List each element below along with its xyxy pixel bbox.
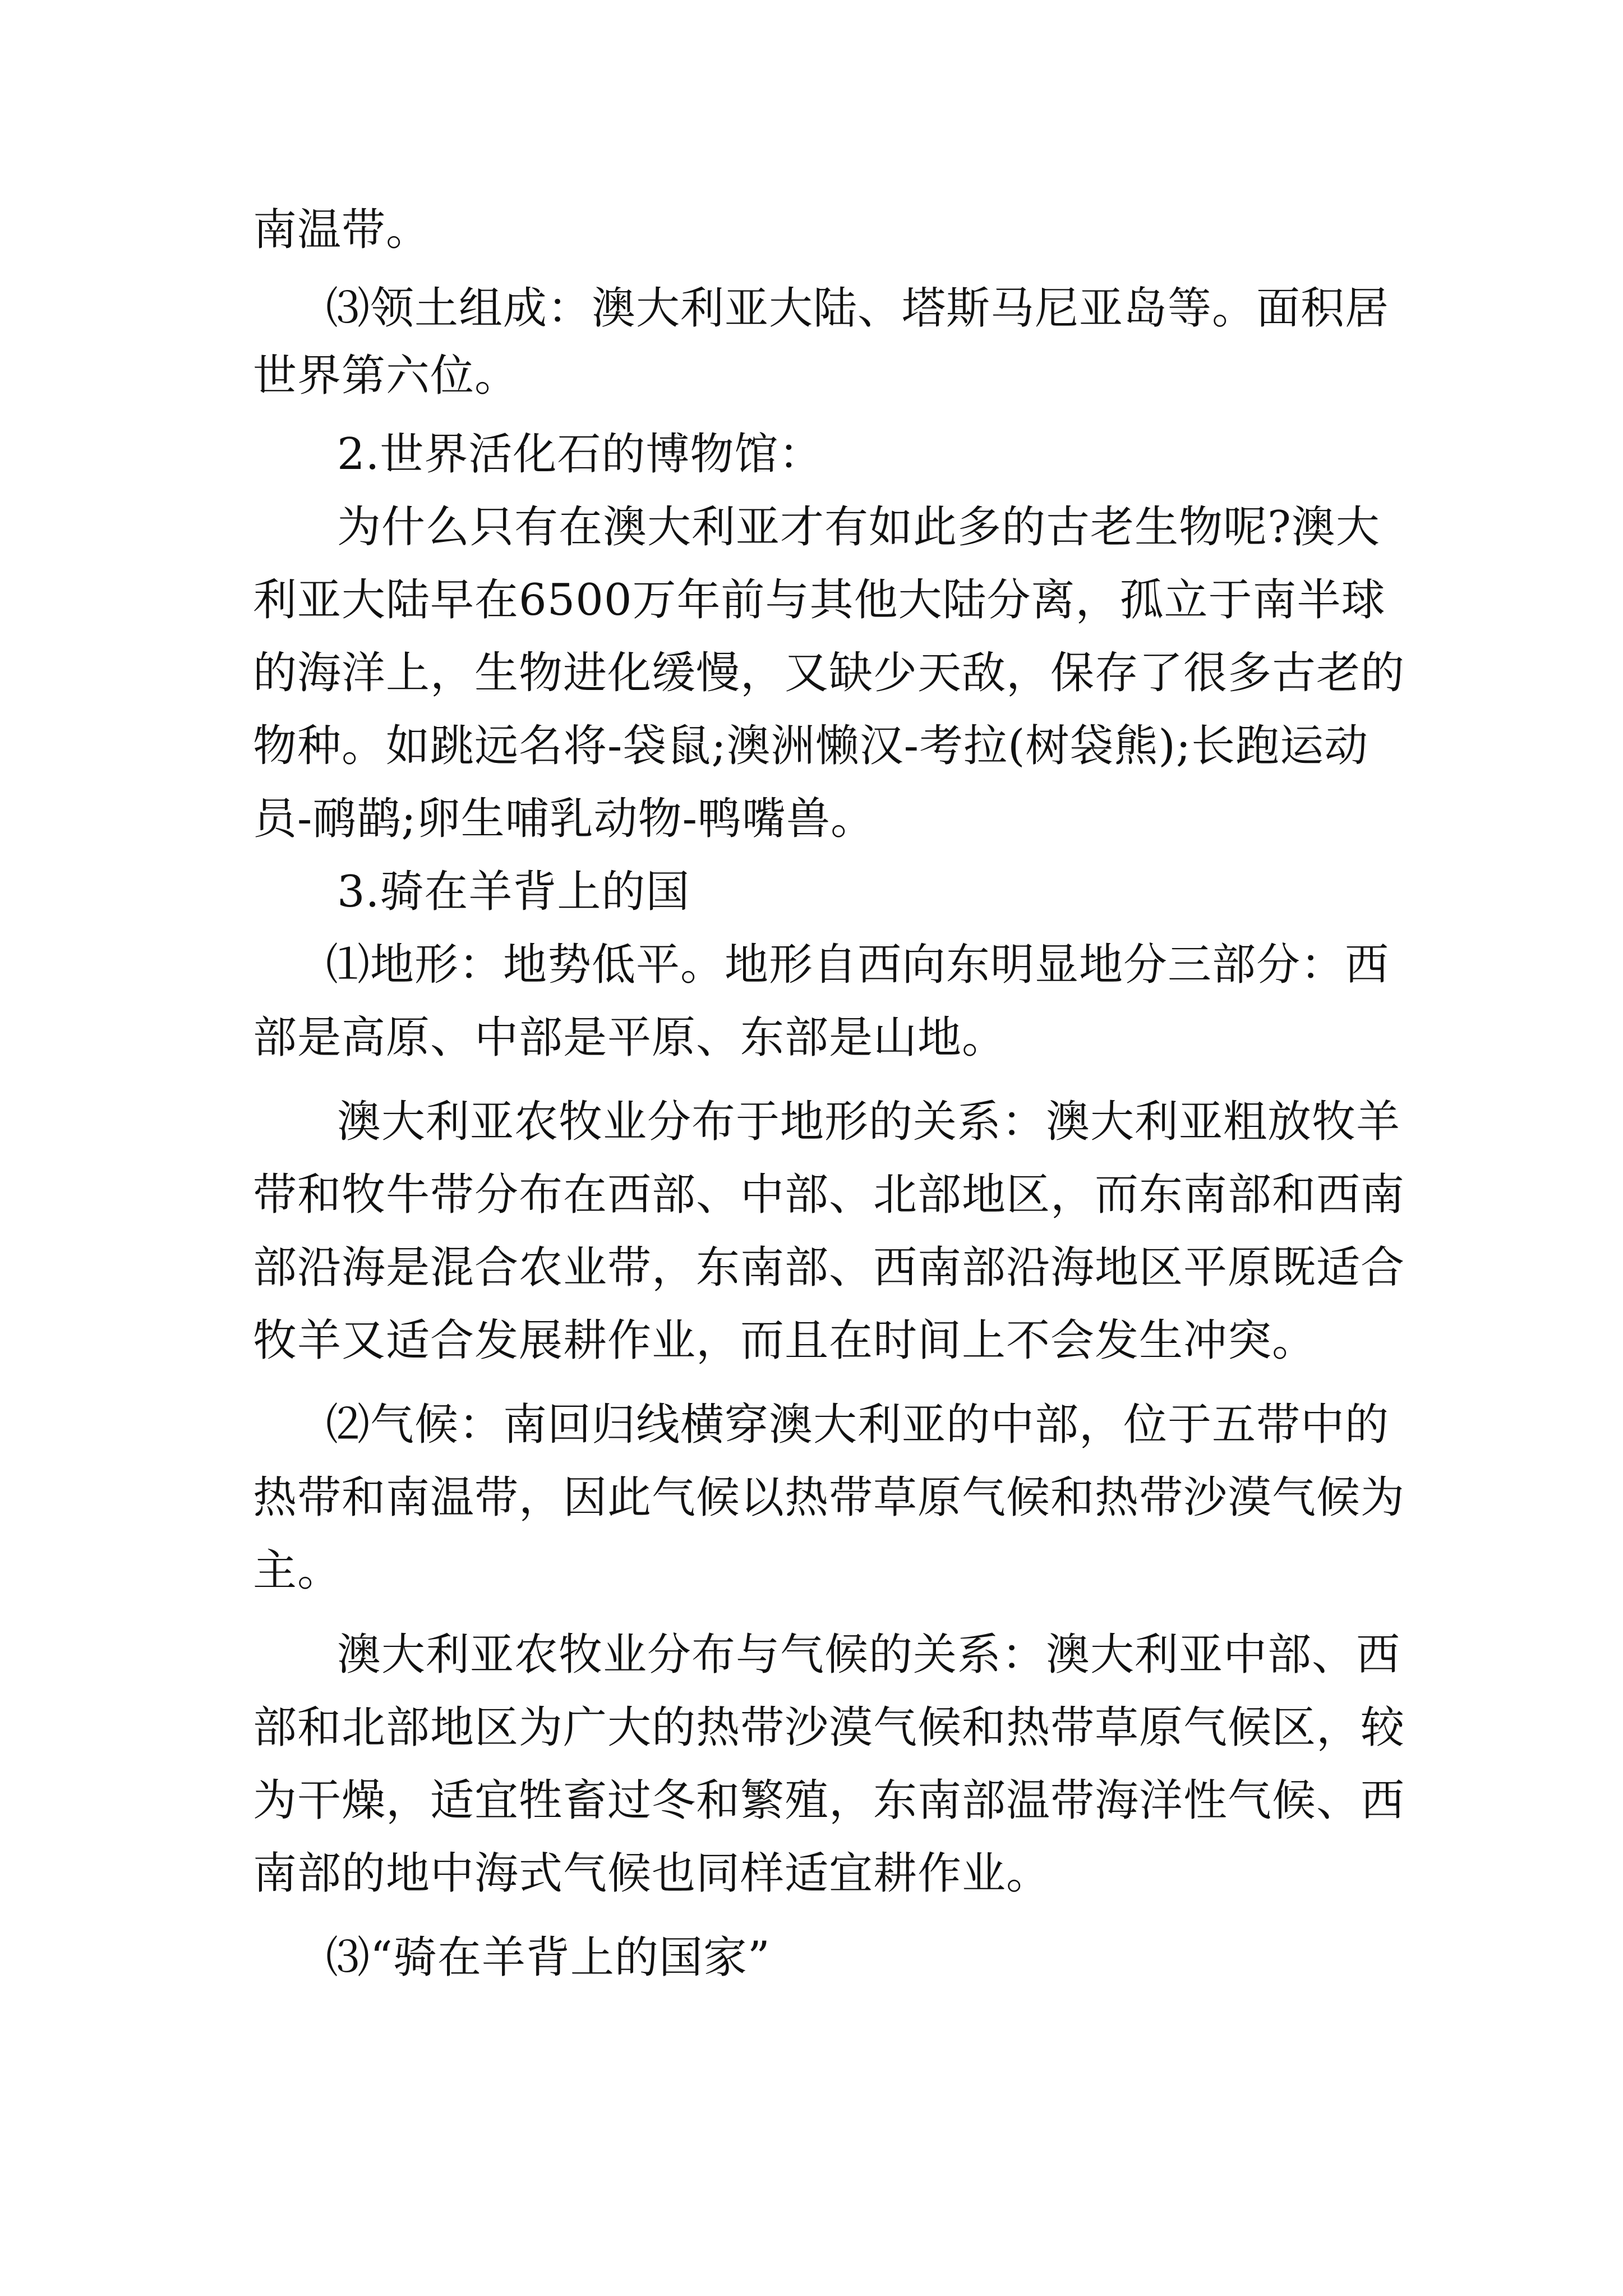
text-line: 部和北部地区为广大的热带沙漠气候和热带草原气候区，较 — [253, 1703, 1405, 1753]
text-line: 利亚大陆早在6500万年前与其他大陆分离，孤立于南半球 — [253, 575, 1386, 625]
text-line: 南部的地中海式气候也同样适宜耕作业。 — [253, 1848, 1051, 1899]
text-line: 牧羊又适合发展耕作业，而且在时间上不会发生冲突。 — [253, 1315, 1317, 1366]
text-line: ⑴地形：地势低平。地形自西向东明显地分三部分：西 — [326, 940, 1390, 990]
text-line: ⑵气候：南回归线横穿澳大利亚的中部，位于五带中的 — [326, 1400, 1390, 1450]
text-line: 带和牧牛带分布在西部、中部、北部地区，而东南部和西南 — [253, 1170, 1405, 1220]
text-line: 员-鸸鹋;卵生哺乳动物-鸭嘴兽。 — [253, 794, 875, 844]
text-line: 澳大利亚农牧业分布与气候的关系：澳大利亚中部、西 — [337, 1630, 1401, 1680]
text-line: ⑶领土组成：澳大利亚大陆、塔斯马尼亚岛等。面积居 — [326, 283, 1390, 334]
text-line: 的海洋上，生物进化缓慢，又缺少天敌，保存了很多古老的 — [253, 648, 1405, 698]
text-line: 热带和南温带，因此气候以热带草原气候和热带沙漠气候为 — [253, 1473, 1405, 1523]
text-line: 南温带。 — [253, 205, 431, 255]
text-line: 为干燥，适宜牲畜过冬和繁殖，东南部温带海洋性气候、西 — [253, 1775, 1405, 1826]
text-line: 物种。如跳远名将-袋鼠;澳洲懒汉-考拉(树袋熊);长跑运动 — [253, 721, 1369, 771]
text-line: 为什么只有在澳大利亚才有如此多的古老生物呢?澳大 — [337, 502, 1380, 553]
text-line: 主。 — [253, 1545, 342, 1596]
text-line: 澳大利亚农牧业分布于地形的关系：澳大利亚粗放牧羊 — [337, 1097, 1401, 1147]
text-line: 世界第六位。 — [253, 351, 519, 401]
section-heading: 3.骑在羊背上的国 — [337, 867, 690, 917]
text-line: 部沿海是混合农业带，东南部、西南部沿海地区平原既适合 — [253, 1243, 1405, 1293]
text-line: 部是高原、中部是平原、东部是山地。 — [253, 1013, 1007, 1063]
text-line: ⑶“骑在羊背上的国家” — [326, 1932, 771, 1983]
section-heading: 2.世界活化石的博物馆： — [337, 429, 823, 480]
